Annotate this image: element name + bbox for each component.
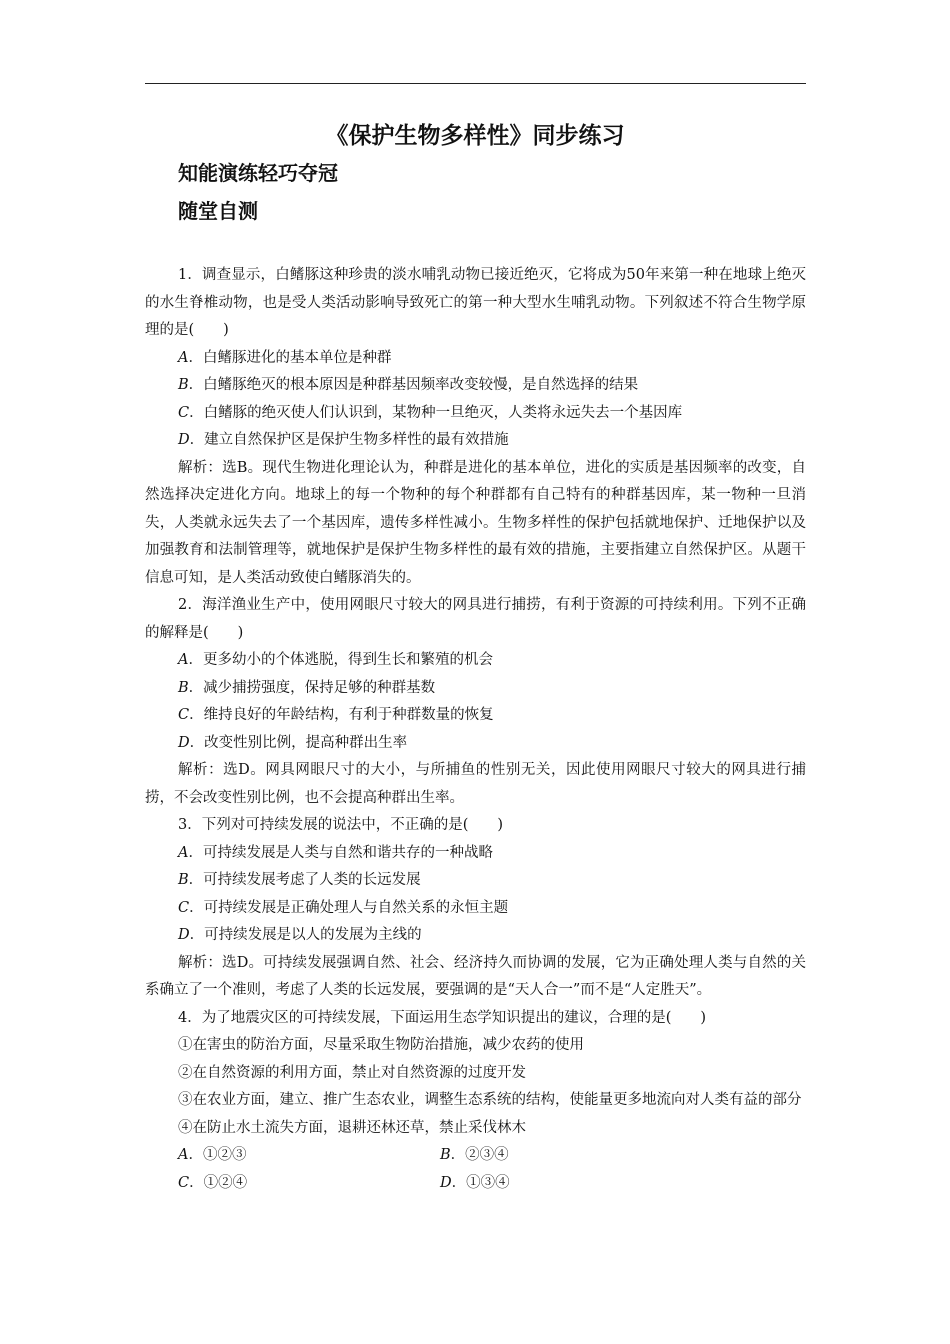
option-letter: D xyxy=(178,734,190,751)
question-4-option-b xyxy=(440,1142,702,1170)
question-1-option-a xyxy=(145,345,806,373)
option-letter: A xyxy=(178,349,189,366)
option-text: ．可持续发展是人类与自然和谐共存的一种战略 xyxy=(188,844,493,861)
option-letter: B xyxy=(178,377,189,393)
page-title: 《保护生物多样性》同步练习 xyxy=(325,123,625,149)
question-4-option-a xyxy=(178,1142,440,1170)
option-text: ．可持续发展考虑了人类的长远发展 xyxy=(188,872,421,888)
question-2-analysis: 解析：选D。网具网眼尺寸的大小，与所捕鱼的性别无关，因此使用网眼尺寸较大的网具进行捕捞，不会改变性别比例，也不会提高种群出生率。 xyxy=(145,762,806,806)
question-4-stem: 4．为了地震灾区的可持续发展，下面运用生态学知识提出的建议，合理的是( ) xyxy=(178,1009,707,1026)
question-1-option-c xyxy=(145,400,806,428)
option-text: ．可持续发展是正确处理人与自然关系的永恒主题 xyxy=(189,899,509,916)
question-4-options-row-1 xyxy=(145,1142,806,1170)
question-4-item-3: ③在农业方面，建立、推广生态农业，调整生态系统的结构，使能量更多地流向对人类有益的部分 xyxy=(178,1092,802,1108)
question-2-option-a xyxy=(145,647,806,675)
option-text: ．建立自然保护区是保护生物多样性的最有效措施 xyxy=(189,432,509,448)
option-text: ．可持续发展是以人的发展为主线的 xyxy=(189,927,422,943)
option-text: ．更多幼小的个体逃脱，得到生长和繁殖的机会 xyxy=(188,652,493,668)
option-letter: C xyxy=(178,707,190,723)
question-3-option-c xyxy=(145,895,806,923)
question-4-options-row-2 xyxy=(145,1170,806,1198)
option-letter: C xyxy=(178,404,190,421)
option-letter: C xyxy=(178,899,190,916)
question-2-option-b xyxy=(145,675,806,703)
option-text: ．①②④ xyxy=(189,1174,248,1191)
exercise-body xyxy=(145,262,806,1197)
question-1-option-d xyxy=(145,427,806,455)
option-letter: D xyxy=(440,1174,452,1191)
question-2-stem: 2．海洋渔业生产中，使用网眼尺寸较大的网具进行捕捞，有利于资源的可持续利用。下列不正确的解释是( ) xyxy=(145,597,806,641)
option-letter: C xyxy=(178,1174,190,1191)
question-2-option-c xyxy=(145,702,806,730)
question-1-stem: 1．调查显示，白鳍豚这种珍贵的淡水哺乳动物已接近绝灭，它将成为50年来第一种在地球上绝灭的水生脊椎动物，也是受人类活动影响导致死亡的第一种大型水生哺乳动物。下列叙述不符合生物学原理的是( ) xyxy=(145,267,806,338)
option-letter: D xyxy=(178,927,190,943)
question-3-stem: 3．下列对可持续发展的说法中，不正确的是( ) xyxy=(178,817,504,833)
option-letter: A xyxy=(178,652,189,668)
option-text: ．②③④ xyxy=(450,1147,509,1163)
question-3-analysis: 解析：选D。可持续发展强调自然、社会、经济持久而协调的发展，它为正确处理人类与自然的关系确立了一个准则，考虑了人类的长远发展，要强调的是“天人合一”而不是“人定胜天”。 xyxy=(145,954,806,998)
section-heading-practice: 知能演练轻巧夺冠 xyxy=(178,161,338,185)
option-text: ．①②③ xyxy=(188,1147,247,1163)
question-4-item-2: ②在自然资源的利用方面，禁止对自然资源的过度开发 xyxy=(178,1064,526,1081)
section-heading-quiz: 随堂自测 xyxy=(178,199,258,223)
option-letter: B xyxy=(178,679,189,696)
option-text: ．白鳍豚进化的基本单位是种群 xyxy=(188,349,392,366)
header-rule xyxy=(145,83,806,84)
question-2-option-d xyxy=(145,730,806,758)
option-letter: D xyxy=(178,432,190,448)
question-4-option-d xyxy=(440,1170,702,1198)
option-text: ．维持良好的年龄结构，有利于种群数量的恢复 xyxy=(189,707,494,723)
question-3-option-b xyxy=(145,867,806,895)
question-1-option-b xyxy=(145,372,806,400)
option-letter: A xyxy=(178,1147,189,1163)
option-text: ．减少捕捞强度，保持足够的种群基数 xyxy=(188,679,436,696)
option-letter: B xyxy=(440,1147,451,1163)
question-4-option-c xyxy=(178,1170,440,1198)
option-letter: B xyxy=(178,872,189,888)
question-4-item-4: ④在防止水土流失方面，退耕还林还草，禁止采伐林木 xyxy=(178,1119,526,1136)
option-text: ．白鳍豚的绝灭使人们认识到，某物种一旦绝灭，人类将永远失去一个基因库 xyxy=(189,404,683,421)
question-3-option-d xyxy=(145,922,806,950)
option-letter: A xyxy=(178,844,189,861)
option-text: ．白鳍豚绝灭的根本原因是种群基因频率改变较慢，是自然选择的结果 xyxy=(188,377,639,393)
question-3-option-a xyxy=(145,840,806,868)
option-text: ．①③④ xyxy=(451,1174,510,1191)
question-1-analysis: 解析：选B。现代生物进化理论认为，种群是进化的基本单位，进化的实质是基因频率的改变，自然选择决定进化方向。地球上的每一个物种的每个种群都有自己特有的种群基因库，某一物种一旦消失，人类就永远失去了一个基因库，遗传多样性减小。生物多样性的保护包括就地保护、迁地保护以及加强教育和法制管理等，就地保护是保护生物多样性的最有效的措施，主要指建立自然保护区。从题干信息可知，是人类活动致使白鳍豚消失的。 xyxy=(145,459,806,586)
question-4-item-1: ①在害虫的防治方面，尽量采取生物防治措施，减少农药的使用 xyxy=(178,1037,584,1053)
option-text: ．改变性别比例，提高种群出生率 xyxy=(189,734,408,751)
